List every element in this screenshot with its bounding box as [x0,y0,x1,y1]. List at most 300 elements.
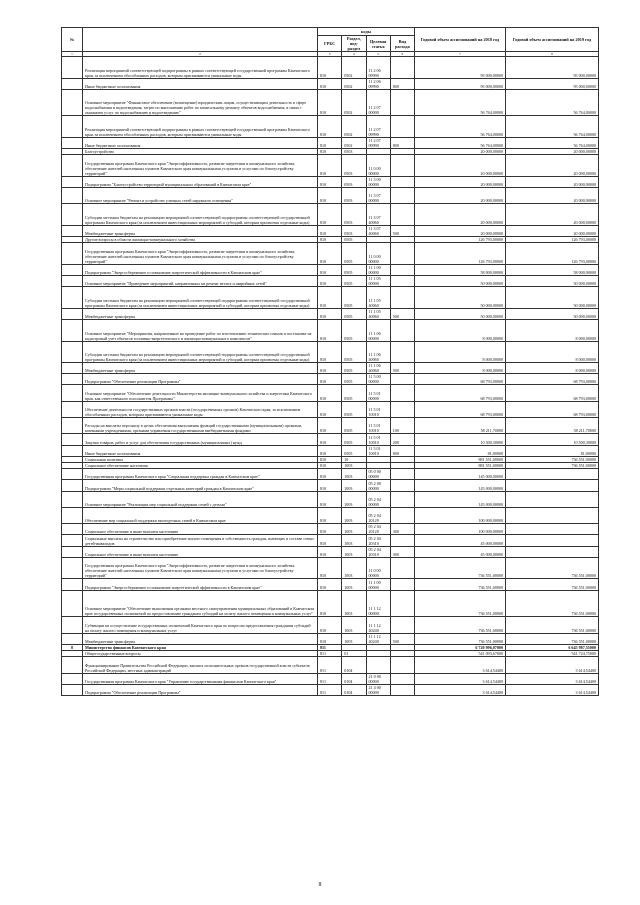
row-amount-2018: 3 614,54400 [415,684,506,695]
row-number [62,308,83,319]
row-name: Государственная программа Камчатского края "Энергоэффективность, развитие энергетики и коммунального хозяйства, обеспечение жителей населенных пунктов Камчатского края коммунальными услугами и услугами по благоустройству территорий" [83,243,318,265]
header-vr: Вид расхода [390,36,414,52]
row-amount-2019: 50 000,00000 [506,276,599,287]
table-row [62,524,599,535]
table-row [62,417,599,433]
row-amount-2018: 20 000,00000 [415,155,506,177]
header-razdel: Раздел, под-раздел [342,36,366,52]
row-amount-2018: 541 093,67000 [415,650,506,656]
index-cell: 8 [506,52,599,57]
row-name: Межбюджетные трансферты [83,308,318,319]
row-razdel: 1003 [342,524,366,535]
row-target-article: 05 2 00 00000 [366,480,390,491]
row-name: Подпрограмма "Благоустройство территорий муниципальных образований в Камчатском крае" [83,176,318,187]
row-amount-2018: 145 000,00000 [415,469,506,480]
row-razdel: 0505 [342,287,366,309]
row-grbs: 810 [318,148,342,154]
row-number [62,226,83,237]
row-name: Социальное обеспечение и иные выплаты населению [83,546,318,557]
row-name: Обеспечение деятельности государственных органов власти (государственных органов) Камчатского края, за исключением обособленных расходов, которым присваиваются уникальные коды [83,401,318,417]
row-number [62,617,83,633]
row-amount-2018: 50 000,00000 [415,287,506,309]
row-razdel: 0505 [342,341,366,363]
row-amount-2018: 45 000,00000 [415,535,506,546]
index-cell: 7 [415,52,506,57]
row-expense-type [390,341,414,363]
row-target-article: 11 1 12 40240 [366,633,390,644]
row-expense-type [390,287,414,309]
row-grbs: 810 [318,155,342,177]
row-razdel: 0505 [342,417,366,433]
table-row [62,363,599,374]
row-grbs: 810 [318,590,342,617]
row-grbs: 810 [318,491,342,507]
row-target-article: 11 3 00 00000 [366,176,390,187]
row-expense-type [390,57,414,79]
table-row [62,546,599,557]
table-row [62,187,599,203]
table-row [62,341,599,363]
row-razdel: 0503 [342,204,366,226]
row-target-article: 11 2 07 09990 [366,137,390,148]
row-grbs: 810 [318,401,342,417]
header-cs: Целевая статья [366,36,390,52]
table-row [62,276,599,287]
row-amount-2018: 20 000,00000 [415,226,506,237]
row-number [62,480,83,491]
row-expense-type [390,264,414,275]
row-expense-type: 300 [390,546,414,557]
row-name: Субвенции на осуществление государственных полномочий Камчатского края по вопросам предоставления гражданам субсидий на оплату жилого помещения и коммунальных услуг [83,617,318,633]
row-amount-2019: 10 500,30000 [506,434,599,445]
row-razdel: 0104 [342,673,366,684]
row-number [62,187,83,203]
row-amount-2019: 50 000,00000 [506,308,599,319]
row-grbs: 810 [318,237,342,243]
row-grbs: 810 [318,341,342,363]
row-name: Реализация мероприятий соответствующей подпрограммы в рамках соответствующей государственной программы Камчатского края, за исключением обособленных расходов, которым присваиваются уникальные коды [83,57,318,79]
row-amount-2019 [506,480,599,491]
row-name: Подпрограмма "Энергосбережение и повышение энергетической эффективности в Камчатском крае" [83,264,318,275]
row-name: Функционирование Правительства Российской Федерации, высших исполнительных органов государственной власти субъектов Российской Федерации, местных администраций [83,657,318,673]
row-amount-2019: 3 614,54400 [506,673,599,684]
row-name: Основное мероприятие "Реализация мер социальной поддержки семей с детьми" [83,491,318,507]
row-name: Закупка товаров, работ и услуг для обеспечения государственных (муниципальных) нужд [83,434,318,445]
header-2018: Годовой объем ассигнований на 2018 год [415,28,506,52]
row-number [62,579,83,590]
row-amount-2019 [506,508,599,524]
row-target-article [366,657,390,673]
row-amount-2019: 50 000,00000 [506,287,599,309]
row-razdel: 1003 [342,579,366,590]
row-grbs: 810 [318,469,342,480]
row-amount-2019 [506,524,599,535]
row-amount-2018: 126 793,00000 [415,243,506,265]
row-name: Социальное обеспечение населения [83,462,318,468]
row-target-article: 11 1 05 40060 [366,308,390,319]
row-amount-2018: 100 000,00000 [415,508,506,524]
row-amount-2018: 3 614,54400 [415,673,506,684]
row-grbs: 810 [318,308,342,319]
row-number [62,204,83,226]
row-target-article: 05 2 04 20120 [366,524,390,535]
row-grbs: 810 [318,264,342,275]
row-name: Подпрограмма "Обеспечение реализации Программы" [83,684,318,695]
table-row [62,557,599,579]
row-name: Обеспечение мер социальной поддержки многодетных семей в Камчатском крае [83,508,318,524]
row-razdel: 0505 [342,319,366,341]
row-amount-2018: 20 000,00000 [415,176,506,187]
row-target-article: 05 2 04 20310 [366,535,390,546]
row-razdel: 0503 [342,148,366,154]
table-row [62,445,599,456]
row-razdel: 0502 [342,137,366,148]
row-expense-type [390,480,414,491]
row-grbs: 811 [318,650,342,656]
row-name: Государственная программа Камчатского края "Социальная поддержка граждан в Камчатском крае" [83,469,318,480]
row-amount-2018: 81,00000 [415,445,506,456]
table-row [62,401,599,417]
table-row [62,469,599,480]
row-target-article: 11 1 05 00000 [366,276,390,287]
row-expense-type: 800 [390,78,414,89]
row-grbs: 810 [318,276,342,287]
row-expense-type: 500 [390,226,414,237]
row-number [62,557,83,579]
row-target-article: 11 0 00 00000 [366,243,390,265]
row-grbs: 810 [318,633,342,644]
row-expense-type [390,657,414,673]
row-razdel: 0502 [342,78,366,89]
row-number [62,684,83,695]
header-name [83,28,318,52]
table-row [62,243,599,265]
row-razdel: 0505 [342,237,366,243]
row-grbs: 810 [318,363,342,374]
row-amount-2018: 8 000,00000 [415,319,506,341]
table-row [62,226,599,237]
row-expense-type: 800 [390,445,414,456]
row-amount-2018: 736 551,00000 [415,617,506,633]
row-name: Государственная программа Камчатского края "Управление государственными финансами Камчатского края" [83,673,318,684]
row-name: Государственная программа Камчатского края "Энергоэффективность, развитие энергетики и коммунального хозяйства, обеспечение жителей населенных пунктов Камчатского края коммунальными услугами и услугами по благоустройству территорий" [83,557,318,579]
row-expense-type [390,385,414,401]
row-amount-2019: 20 000,00000 [506,204,599,226]
row-number [62,287,83,309]
row-expense-type [390,469,414,480]
table-row [62,657,599,673]
row-grbs: 810 [318,374,342,385]
row-expense-type [390,243,414,265]
row-grbs: 810 [318,287,342,309]
row-target-article: 11 2 07 00000 [366,89,390,116]
row-expense-type: 500 [390,363,414,374]
table-row [62,434,599,445]
row-amount-2018: 100 000,00000 [415,524,506,535]
row-amount-2019: 126 793,00000 [506,237,599,243]
row-target-article: 11 1 06 00000 [366,319,390,341]
row-grbs: 810 [318,445,342,456]
row-razdel: 1003 [342,491,366,507]
row-name: Иные бюджетные ассигнования [83,445,318,456]
row-target-article: 11 5 01 10010 [366,417,390,433]
row-number [62,137,83,148]
row-amount-2019: 68 793,00000 [506,401,599,417]
row-razdel: 0503 [342,176,366,187]
table-row [62,264,599,275]
row-grbs: 810 [318,456,342,462]
index-cell: 1 [62,52,83,57]
row-grbs: 810 [318,243,342,265]
table-row [62,633,599,644]
row-amount-2019 [506,546,599,557]
row-amount-2018: 50 000,00000 [415,308,506,319]
row-target-article: 11 2 07 09990 [366,116,390,138]
row-number [62,401,83,417]
row-grbs: 810 [318,57,342,79]
row-amount-2019: 3 614,54400 [506,684,599,695]
row-grbs: 810 [318,617,342,633]
row-name: Основное мероприятие "Мероприятия, направленные на проведение работ по изготовлению технических планов и постановке на кадастровый учет объектов топливно-энергетического и жилищно-коммунального комплексов" [83,319,318,341]
row-target-article: 11 3 07 40060 [366,204,390,226]
row-amount-2018: 736 551,00000 [415,579,506,590]
row-target-article: 05 2 04 20120 [366,508,390,524]
row-grbs: 810 [318,557,342,579]
row-razdel: 0505 [342,308,366,319]
row-grbs: 811 [318,644,342,650]
row-expense-type [390,116,414,138]
row-amount-2018: 50 000,00000 [415,276,506,287]
row-grbs: 810 [318,524,342,535]
row-target-article: 11 1 06 40060 [366,363,390,374]
row-razdel: 0505 [342,385,366,401]
table-body [62,52,599,696]
row-expense-type [390,374,414,385]
row-target-article: 11 1 06 40060 [366,341,390,363]
row-number [62,434,83,445]
row-name: Основное мероприятие "Ремонт и устройство уличных сетей наружного освещения" [83,187,318,203]
row-amount-2018: 3 614,54400 [415,657,506,673]
row-razdel: 0505 [342,363,366,374]
table-row [62,590,599,617]
row-amount-2019: 20 000,00000 [506,226,599,237]
row-number [62,524,83,535]
row-amount-2018: 20 000,00000 [415,148,506,154]
row-grbs: 810 [318,385,342,401]
row-number [62,319,83,341]
row-grbs: 811 [318,684,342,695]
row-grbs: 810 [318,204,342,226]
row-target-article: 11 5 01 10010 [366,445,390,456]
row-amount-2018: 20 000,00000 [415,204,506,226]
row-amount-2019: 58 211,70000 [506,417,599,433]
row-razdel: 0503 [342,226,366,237]
row-expense-type [390,176,414,187]
row-amount-2019: 736 551,00000 [506,579,599,590]
header-row-1 [62,28,599,36]
row-razdel: 0505 [342,264,366,275]
row-grbs: 810 [318,137,342,148]
row-amount-2019 [506,469,599,480]
table-row [62,617,599,633]
row-razdel: 1003 [342,633,366,644]
row-name: Подпрограмма "Обеспечение реализации Программы" [83,374,318,385]
row-name: Субсидии местным бюджетам на реализацию мероприятий соответствующей подпрограммы соответствующей государственной программы Камчатского края (за исключением инвестиционных мероприятий и субсидий, которым присвоены отдельные коды) [83,341,318,363]
row-amount-2019: 20 000,00000 [506,148,599,154]
row-grbs: 810 [318,508,342,524]
row-grbs: 810 [318,480,342,491]
row-number [62,417,83,433]
row-target-article: 05 2 04 20310 [366,546,390,557]
row-amount-2018: 126 793,00000 [415,237,506,243]
row-grbs: 810 [318,417,342,433]
row-grbs: 810 [318,319,342,341]
row-grbs: 810 [318,579,342,590]
row-grbs: 810 [318,462,342,468]
row-number [62,78,83,89]
row-number [62,673,83,684]
row-number: 8 [62,644,83,650]
row-expense-type: 200 [390,434,414,445]
row-amount-2019: 56 764,00000 [506,137,599,148]
row-name: Общегосударственные вопросы [83,650,318,656]
row-name: Иные бюджетные ассигнования [83,137,318,148]
row-number [62,116,83,138]
index-cell: 4 [342,52,366,57]
row-amount-2019: 56 764,00000 [506,89,599,116]
row-number [62,341,83,363]
row-razdel: 1003 [342,469,366,480]
row-number [62,590,83,617]
row-name: Реализация мероприятий соответствующей подпрограммы в рамках соответствующей государственной программы Камчатского края, за исключением обособленных расходов, которым присваиваются уникальные коды [83,116,318,138]
row-name: Основное мероприятие "Обеспечение деятельности Министерства жилищно-коммунального хозяйства и энергетики Камчатского края, как ответственного исполнителя Программы" [83,385,318,401]
row-target-article: 11 1 00 00000 [366,264,390,275]
row-amount-2018: 56 764,00000 [415,116,506,138]
row-amount-2018: 881 551,00000 [415,456,506,462]
header-codes: коды [318,28,415,36]
index-cell: 3 [318,52,342,57]
row-name: Основное мероприятие "Финансовое обеспечение (возмещение) юридическим лицам, осуществляющим деятельность в сфере водоснабжения и водоотведения, затрат по выполнению работ по капитальному ремонту объектов водоснабжения, в связи с оказанием услуг по водоснабжению и водоотведению" [83,89,318,116]
table-row [62,385,599,401]
row-number [62,633,83,644]
row-number [62,374,83,385]
row-amount-2018: 58 000,00000 [415,264,506,275]
row-amount-2019 [506,535,599,546]
header-grbs: ГРБС [318,36,342,52]
table-row [62,374,599,385]
row-amount-2018: 68 793,00000 [415,374,506,385]
row-number [62,363,83,374]
row-name: Министерство финансов Камчатского края [83,644,318,650]
row-name: Государственная программа Камчатского края "Энергоэффективность, развитие энергетики и коммунального хозяйства, обеспечение жителей населенных пунктов Камчатского края коммунальными услугами и услугами по благоустройству территорий" [83,155,318,177]
index-cell: 2 [83,52,318,57]
row-razdel: 1003 [342,590,366,617]
row-amount-2019: 95 000,00000 [506,57,599,79]
index-cell: 5 [366,52,390,57]
row-target-article: 11 0 00 00000 [366,557,390,579]
row-razdel: 0505 [342,374,366,385]
row-amount-2018: 45 000,00000 [415,546,506,557]
row-amount-2019: 20 000,00000 [506,187,599,203]
row-amount-2019: 736 551,00000 [506,456,599,462]
row-expense-type [390,155,414,177]
row-target-article: 21 0 00 00000 [366,673,390,684]
row-expense-type: 300 [390,524,414,535]
row-expense-type [390,508,414,524]
table-row [62,57,599,79]
row-grbs: 810 [318,546,342,557]
row-name: Подпрограмма "Меры социальной поддержки отдельных категорий граждан в Камчатском крае" [83,480,318,491]
row-razdel: 1003 [342,546,366,557]
row-razdel: 0505 [342,434,366,445]
row-razdel: 1003 [342,508,366,524]
row-target-article: 11 2 06 09990 [366,78,390,89]
row-name: Межбюджетные трансферты [83,633,318,644]
row-razdel: 0502 [342,89,366,116]
row-expense-type [390,684,414,695]
table-row [62,508,599,524]
row-amount-2018: 68 793,00000 [415,385,506,401]
row-name: Субсидии местным бюджетам на реализацию мероприятий соответствующей подпрограммы соответствующей государственной программы Камчатского края (за исключением инвестиционных мероприятий и субсидий, которым присвоены отдельные коды) [83,287,318,309]
row-amount-2018: 95 000,00000 [415,78,506,89]
row-grbs: 810 [318,226,342,237]
row-grbs: 810 [318,78,342,89]
row-expense-type [390,579,414,590]
row-number [62,469,83,480]
row-amount-2019: 736 551,00000 [506,462,599,468]
table-row [62,308,599,319]
row-grbs: 810 [318,176,342,187]
row-target-article: 11 3 07 00000 [366,187,390,203]
row-amount-2018: 8 000,00000 [415,363,506,374]
row-razdel: 0502 [342,116,366,138]
table-row [62,491,599,507]
row-amount-2018: 736 551,00000 [415,633,506,644]
row-grbs: 810 [318,187,342,203]
row-amount-2018: 58 211,70000 [415,417,506,433]
row-amount-2019: 8 000,00000 [506,363,599,374]
row-amount-2019: 95 000,00000 [506,78,599,89]
row-name: Основное мероприятие "Обеспечение выполнения органами местного самоуправления муниципальных образований в Камчатском крае государственных полномочий по предоставлению гражданам субсидий на оплату жилого помещения и коммунальных услуг" [83,590,318,617]
row-number [62,546,83,557]
row-razdel: 01 [342,650,366,656]
row-amount-2019: 20 000,00000 [506,176,599,187]
row-grbs: 810 [318,89,342,116]
row-expense-type [390,673,414,684]
row-razdel: 1003 [342,557,366,579]
table-row [62,319,599,341]
row-target-article: 11 5 01 10010 [366,401,390,417]
header-num: № [62,28,83,52]
row-razdel: 10 [342,456,366,462]
row-amount-2018: 8 000,00000 [415,341,506,363]
row-amount-2019: 736 551,00000 [506,617,599,633]
row-amount-2018: 145 000,00000 [415,491,506,507]
row-razdel: 0505 [342,243,366,265]
row-amount-2018: 145 000,00000 [415,480,506,491]
row-amount-2019: 6 645 987,55000 [506,644,599,650]
row-expense-type [390,590,414,617]
row-number [62,176,83,187]
row-amount-2019: 68 793,00000 [506,385,599,401]
row-name: Иные бюджетные ассигнования [83,78,318,89]
row-expense-type [390,276,414,287]
row-razdel: 1003 [342,480,366,491]
row-expense-type [390,617,414,633]
row-name: Расходы на выплаты персоналу в целях обеспечения выполнения функций государственными (муниципальными) органами, казенными учреждениями, органами управления государственными внебюджетными фондами [83,417,318,433]
row-grbs: 811 [318,657,342,673]
table-row [62,89,599,116]
